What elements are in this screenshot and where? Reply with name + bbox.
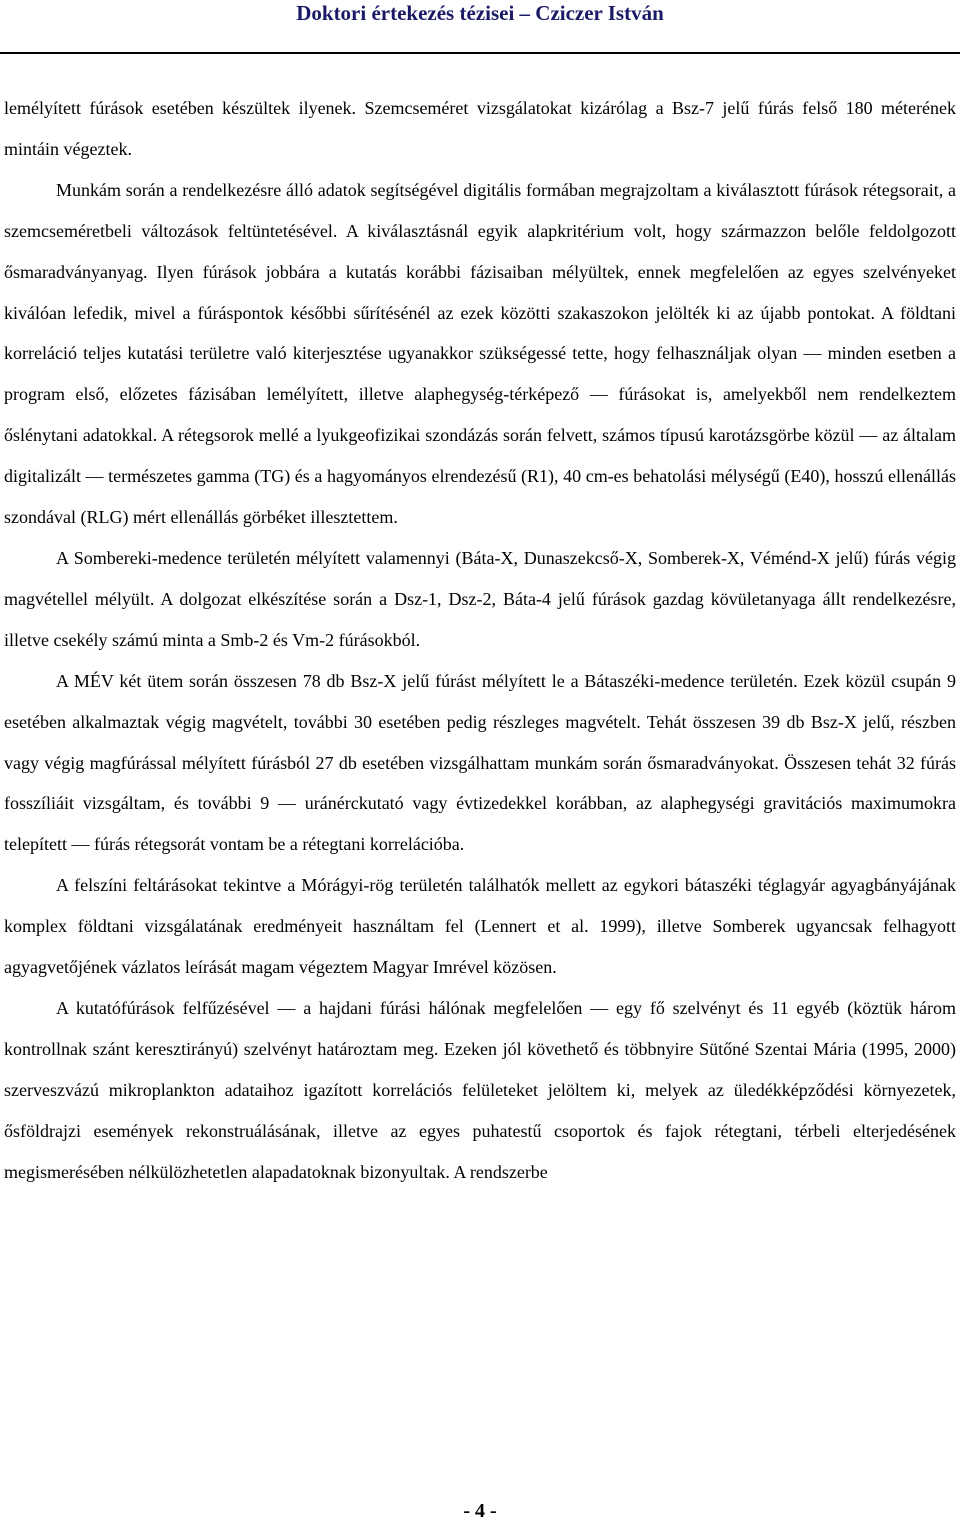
paragraph-bataszek-basin: A MÉV két ütem során összesen 78 db Bsz-X jelű fúrást mélyített le a Bátaszéki-medence területén. Ezek közül csupán 9 esetében alkalmaztak végig magvételt, további 30 esetében pedig részleges magvételt. Tehát összesen 39 db Bsz-X jelű, részben vagy végig magfúrással mélyített fúrásból 27 db esetében vizsgálhattam munkám során ősmaradványokat. Összesen tehát 32 fúrás fosszíliáit vizsgáltam, és további 9 — uránérckutató vagy évtizedekkel korábban, az alaphegységi gravitációs maximumokra telepített — fúrás rétegsorát vontam be a rétegtani korrelációba. [4,670,956,855]
paragraph-surface-outcrops: A felszíni feltárásokat tekintve a Mórágyi-rög területén találhatók mellett az egykori bátaszéki téglagyár agyagbányájának komplex földtani vizsgálatának eredményeit használtam fel (Lennert et al. 1999), illetve Somberek ugyancsak felhagyott agyagvetőjének vázlatos leírását magam végeztem Magyar Imrével közösen. [4,875,956,978]
paragraph-sections: A kutatófúrások felfűzésével — a hajdani fúrási hálónak megfelelően — egy fő szelvényt és 11 egyéb (köztük három kontrollnak szánt keresztirányú) szelvényt határoztam meg. Ezeken jól követhető és többnyire Sütőné Szentai Mária (1995, 2000) szerveszvázú mikroplankton adataihoz igazított korrelációs felületeket jelöltem ki, melyek az üledékképződési környezetek, ősföldrajzi események rekonstruálásának, illetve az egyes puhatestű csoportok és fajok rétegtani, térbeli elterjedésének megismerésében nélkülözhetetlen alapadatoknak bizonyultak. A rendszerbe [4,997,956,1182]
page-header [0,0,960,56]
page-number: - 4 - [463,1500,497,1522]
paragraph-continuation: lemélyített fúrások esetében készültek ilyenek. Szemcseméret vizsgálatokat kizárólag a Bsz-7 jelű fúrás felső 180 méterének mintáin végeztek. [4,98,956,159]
header-title: Doktori értekezés tézisei – Cziczer István [296,1,664,25]
document-body [4,88,956,1192]
header-divider [0,52,960,54]
paragraph-somberek-basin: A Sombereki-medence területén mélyített valamennyi (Báta-X, Dunaszekcső-X, Somberek-X, Véménd-X jelű) fúrás végig magvétellel mélyült. A dolgozat elkészítése során a Dsz-1, Dsz-2, Báta-4 jelű fúrások gazdag kövületanyaga állt rendelkezésre, illetve csekély számú minta a Smb-2 és Vm-2 fúrásokból. [4,547,956,650]
paragraph-stratigraphy: Munkám során a rendelkezésre álló adatok segítségével digitális formában megrajzoltam a kiválasztott fúrások rétegsorait, a szemcseméretbeli változások feltüntetésével. A kiválasztásnál egyik alapkritérium volt, hogy származzon belőle feldolgozott ősmaradványanyag. Ilyen fúrások jobbára a kutatás korábbi fázisaiban mélyültek, ennek megfelelően az egyes szelvényeket kiválóan lefedik, mivel a fúráspontok későbbi sűrítésénél az ezek közötti szakaszokon jelölték ki az újabb pontokat. A földtani korreláció teljes kutatási területre való kiterjesztése ugyanakkor szükségessé tette, hogy felhasználjak olyan — minden esetben a program első, előzetes fázisában lemélyített, illetve alaphegység-térképező — fúrásokat is, amelyekből nem rendelkeztem őslénytani adatokkal. A rétegsorok mellé a lyukgeofizikai szondázás során felvett, számos típusú karotázsgörbe közül — az általam digitalizált — természetes gamma (TG) és a hagyományos elrendezésű (R1), 40 cm-es behatolási mélységű (E40), hosszú ellenállás szondával (RLG) mért ellenállás görbéket illesztettem. [4,179,956,528]
